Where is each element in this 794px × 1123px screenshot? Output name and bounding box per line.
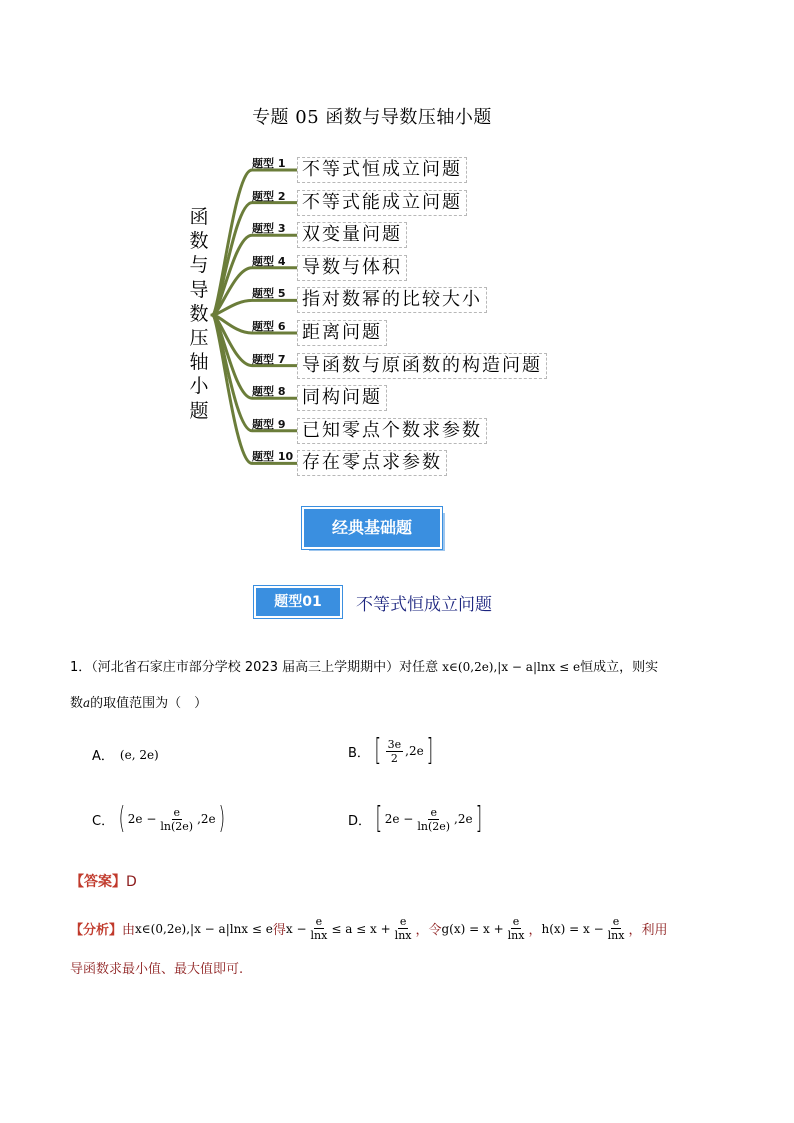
mindmap-item: 指对数幂的比较大小 <box>297 287 487 313</box>
frac4-num: e <box>612 915 620 928</box>
vertical-title-char: 小 <box>189 375 209 398</box>
option-c-pre: 2e − <box>127 812 157 826</box>
option-b[interactable]: B． [ $\frac{3e}{2}$ ,2e ] <box>348 733 433 768</box>
vertical-title-char: 函 <box>189 206 209 228</box>
analysis-t1: 由 <box>122 923 136 938</box>
analysis-m3: g(x) = x + <box>441 921 504 936</box>
variable-a: a <box>83 696 91 710</box>
mindmap-tag: 题型 5 <box>252 287 286 301</box>
question-line-2 <box>70 693 207 714</box>
option-d-den: ln(2e) <box>417 819 451 833</box>
analysis-m4: h(x) = x − <box>541 921 604 936</box>
option-b-letter: B． <box>348 745 370 761</box>
analysis-t3: ，令 <box>415 923 442 938</box>
mindmap-item: 已知零点个数求参数 <box>297 418 487 444</box>
analysis-t2: 得 <box>272 923 286 938</box>
vertical-title-char: 导 <box>189 278 209 301</box>
frac3-den: lnx <box>507 929 525 942</box>
option-d-fraction <box>415 806 452 833</box>
mindmap-tag: 题型 2 <box>252 189 286 203</box>
analysis-line-2: 导函数求最小值、最大值即可. <box>70 962 244 977</box>
answer-value: D <box>126 874 137 890</box>
analysis-t5: ，利用 <box>628 923 668 938</box>
frac2-den: lnx <box>394 929 412 942</box>
option-b-tail: ,2e <box>405 744 424 758</box>
frac4-den: lnx <box>607 929 625 942</box>
mindmap-item: 同构问题 <box>297 385 387 411</box>
analysis-m1: x∈(0,2e),|x − a|lnx ≤ e <box>135 921 273 936</box>
frac1-den: lnx <box>310 929 328 942</box>
vertical-title-char: 与 <box>189 254 209 277</box>
analysis-label: 【分析】 <box>70 923 123 938</box>
vertical-title-char: 数 <box>189 302 209 325</box>
frac2-num: e <box>399 915 407 928</box>
mindmap-tag: 题型 7 <box>252 352 286 366</box>
analysis-line-1 <box>70 915 667 942</box>
analysis-m2b: ≤ a ≤ x + <box>331 921 391 936</box>
option-b-num: 3e <box>387 737 402 751</box>
vertical-title-char: 数 <box>189 230 209 253</box>
type-badge: 题型01 <box>254 586 342 618</box>
question-source: （河北省石家庄市部分学校 2023 届高三上学期期中）对任意 <box>91 660 439 675</box>
condition-domain: x∈(0,2e), <box>442 660 498 674</box>
analysis-frac-2 <box>393 915 414 942</box>
mindmap-item: 导数与体积 <box>297 255 407 281</box>
option-d-tail: ,2e <box>454 812 473 826</box>
option-c-num: e <box>173 805 181 819</box>
analysis-m2a: x − <box>285 921 307 936</box>
answer <box>70 871 137 891</box>
analysis-frac-4 <box>606 915 627 942</box>
option-b-den: 2 <box>390 751 398 765</box>
mindmap-branch-line <box>212 300 297 315</box>
option-d-letter: D． <box>348 813 372 829</box>
analysis-frac-3 <box>506 915 527 942</box>
mindmap-tag: 题型 3 <box>252 222 286 236</box>
mindmap-item: 导函数与原函数的构造问题 <box>297 353 547 379</box>
question-number: 1． <box>70 660 92 675</box>
mindmap-item: 距离问题 <box>297 320 387 346</box>
option-d-pre: 2e − <box>384 812 414 826</box>
mindmap-tag: 题型 6 <box>252 320 286 333</box>
question-line2-pre: 数 <box>70 696 84 711</box>
vertical-title-char: 题 <box>189 399 209 422</box>
option-c[interactable]: C． ( 2e − $\frac{e}{\ln(2e)}$ ,2e ) <box>92 801 225 836</box>
option-d-num: e <box>430 805 437 819</box>
answer-label: 【答案】 <box>70 874 126 890</box>
question-line-1 <box>70 657 658 678</box>
condition-tail: 恒成立，则实 <box>580 660 659 675</box>
mindmap-tag: 题型 4 <box>252 254 286 268</box>
section-banner: 经典基础题 <box>302 507 442 549</box>
option-c-tail: ,2e <box>197 812 216 826</box>
analysis-frac-1 <box>309 915 330 942</box>
mindmap-tag: 题型 1 <box>252 157 286 170</box>
option-b-fraction <box>386 738 404 765</box>
mindmap-item: 不等式恒成立问题 <box>297 157 467 183</box>
option-c-letter: C． <box>92 813 115 829</box>
mindmap-tag: 题型 9 <box>252 417 286 431</box>
frac3-num: e <box>512 915 520 928</box>
analysis-t4: ， <box>528 923 542 938</box>
vertical-title-char: 压 <box>189 327 209 350</box>
vertical-title-char: 轴 <box>189 351 209 374</box>
mindmap-item: 双变量问题 <box>297 222 407 248</box>
mindmap-item: 不等式能成立问题 <box>297 190 467 216</box>
option-c-fraction <box>158 806 195 833</box>
option-a[interactable] <box>92 745 159 764</box>
option-a-text: (e, 2e) <box>119 747 159 762</box>
option-d[interactable]: D． [ 2e − $\frac{e}{\ln(2e)}$ ,2e ] <box>348 801 482 836</box>
mindmap-tag: 题型 8 <box>252 385 286 399</box>
mindmap-tag: 题型 10 <box>252 450 294 464</box>
condition-expression: |x − a|lnx ≤ e <box>497 660 581 674</box>
option-c-den: ln(2e) <box>160 819 194 833</box>
frac1-num: e <box>315 915 323 928</box>
mindmap-item: 存在零点求参数 <box>297 450 447 476</box>
page-title: 专题 05 函数与导数压轴小题 <box>252 107 492 128</box>
type-title: 不等式恒成立问题 <box>356 595 492 615</box>
question-line2-post: 的取值范围为（ ） <box>90 696 208 711</box>
option-a-letter: A． <box>92 749 114 764</box>
